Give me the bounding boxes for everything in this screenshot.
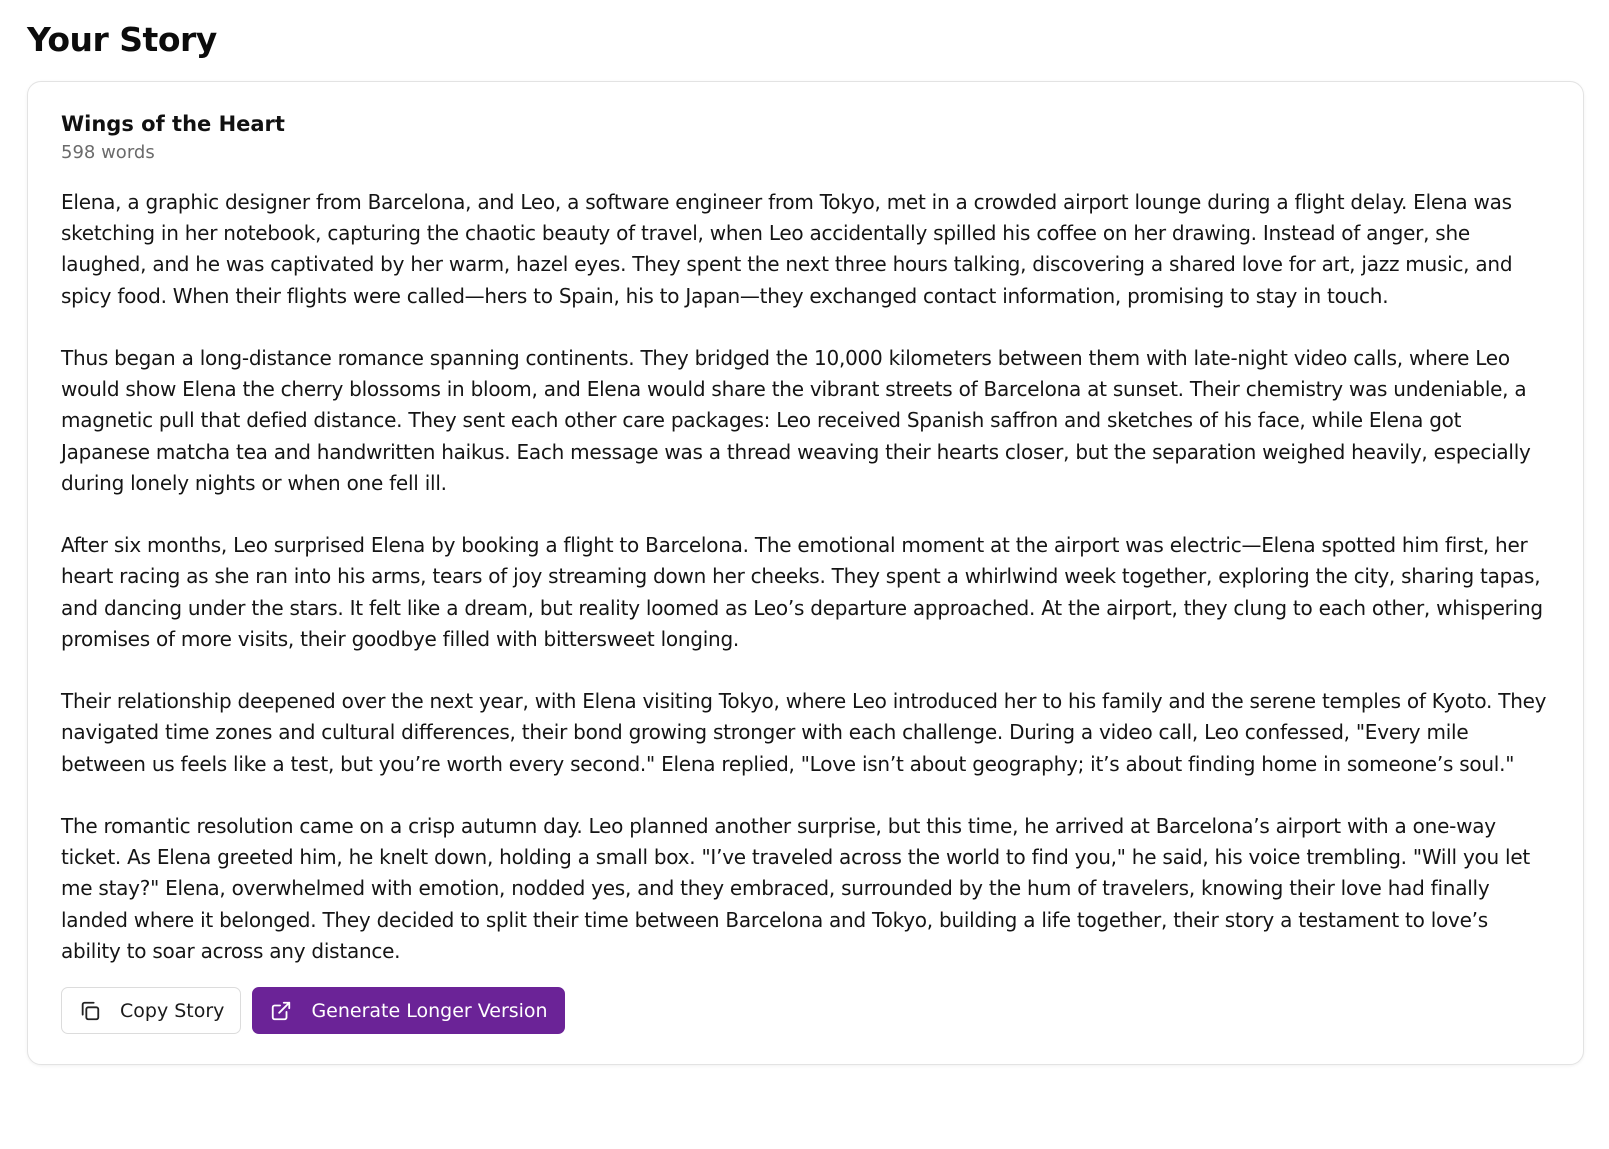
story-body — [61, 187, 1550, 967]
story-paragraph: The romantic resolution came on a crisp autumn day. Leo planned another surprise, but this time, he arrived at Barcelona’s airport with a one-way ticket. As Elena greeted him, he knelt down, holding a small box. "I’ve traveled across the world to find you," he said, his voice trembling. "Will you let me stay?" Elena, overwhelmed with emotion, nodded yes, and they embraced, surrounded by the hum of travelers, knowing their love had finally landed where it belonged. They decided to split their time between Barcelona and Tokyo, building a life together, their story a testament to love’s ability to soar across any distance. — [61, 814, 1531, 963]
story-title: Wings of the Heart — [61, 112, 285, 136]
story-paragraph: Their relationship deepened over the next year, with Elena visiting Tokyo, where Leo introduced her to his family and the serene temples of Kyoto. They navigated time zones and cultural differences, their bond growing stronger with each challenge. During a video call, Leo confessed, "Every mile between us feels like a test, but you’re worth every second." Elena replied, "Love isn’t about geography; it’s about finding home in someone’s soul." — [61, 689, 1547, 776]
word-count: 598 words — [61, 142, 155, 163]
story-paragraph: Thus began a long-distance romance spanning continents. They bridged the 10,000 kilometers between them with late-night video calls, where Leo would show Elena the cherry blossoms in bloom, and Elena would share the vibrant streets of Barcelona at sunset. Their chemistry was undeniable, a magnetic pull that defied distance. They sent each other care packages: Leo received Spanish saffron and sketches of his face, while Elena got Japanese matcha tea and handwritten haikus. Each message was a thread weaving their hearts closer, but the separation weighed heavily, especially during lonely nights or when one fell ill. — [61, 346, 1531, 495]
page-title: Your Story — [27, 20, 217, 59]
copy-icon — [79, 1000, 101, 1022]
generate-longer-version-label: Generate Longer Version — [311, 999, 548, 1022]
copy-story-label: Copy Story — [120, 999, 225, 1022]
story-paragraph: Elena, a graphic designer from Barcelona, and Leo, a software engineer from Tokyo, met in a crowded airport lounge during a flight delay. Elena was sketching in her notebook, capturing the chaotic beauty of travel, when Leo accidentally spilled his coffee on her drawing. Instead of anger, she laughed, and he was captivated by her warm, hazel eyes. They spent the next three hours talking, discovering a shared love for art, jazz music, and spicy food. When their flights were called—hers to Spain, his to Japan—they exchanged contact information, promising to stay in touch. — [61, 190, 1513, 308]
story-actions — [61, 987, 1550, 1034]
copy-story-button[interactable] — [61, 987, 241, 1034]
story-card — [27, 81, 1584, 1065]
external-link-icon — [270, 1000, 292, 1022]
generate-longer-version-button[interactable] — [252, 987, 564, 1034]
story-paragraph: After six months, Leo surprised Elena by booking a flight to Barcelona. The emotional moment at the airport was electric—Elena spotted him first, her heart racing as she ran into his arms, tears of joy streaming down her cheeks. They spent a whirlwind week together, exploring the city, sharing tapas, and dancing under the stars. It felt like a dream, but reality loomed as Leo’s departure approached. At the airport, they clung to each other, whispering promises of more visits, their goodbye filled with bittersweet longing. — [61, 533, 1543, 651]
